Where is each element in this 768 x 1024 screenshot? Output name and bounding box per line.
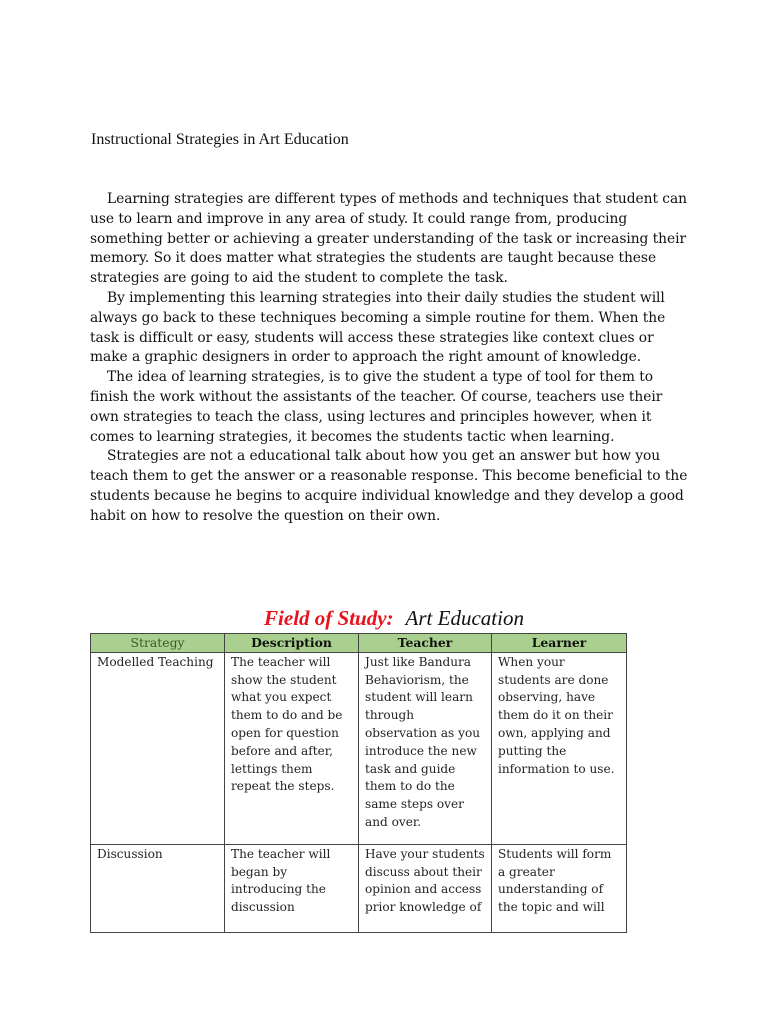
learner-cell: When your students are done observing, have them do it on their own, applying and putting the information to use. bbox=[492, 652, 627, 844]
paragraph-1: Learning strategies are different types of methods and techniques that student can use to learn and improve in any area of study. It could range from, producing something better or achieving a greater understanding of the task or increasing their memory. So it does matter what strategies the students are taught because these strategies are going to aid the student to complete the task. bbox=[90, 191, 687, 287]
paragraph-3: The idea of learning strategies, is to give the student a type of tool for them to finish the work without the assistants of the teacher. Of course, teachers use their own strategies to teach the class, using lectures and principles however, when it comes to learning strategies, it becomes the students tactic when learning. bbox=[90, 369, 663, 445]
document-title: Instructional Strategies in Art Education bbox=[91, 131, 349, 148]
column-header-strategy: Strategy bbox=[91, 634, 225, 653]
description-cell: The teacher will show the student what you expect them to do and be open for question before and after, lettings them repeat the steps. bbox=[225, 652, 359, 844]
field-of-study-value: Art Education bbox=[405, 606, 524, 630]
paragraph-4: Strategies are not a educational talk about how you get an answer but how you teach them to get the answer or a reasonable response. This become beneficial to the students because he begins to acquire individual knowledge and they develop a good habit on how to resolve the question on their own. bbox=[90, 448, 688, 524]
strategy-cell: Modelled Teaching bbox=[91, 652, 225, 844]
field-of-study-label: Field of Study: bbox=[264, 606, 394, 630]
strategy-cell: Discussion bbox=[91, 844, 225, 932]
paragraph-2: By implementing this learning strategies into their daily studies the student will always go back to these techniques becoming a simple routine for them. When the task is difficult or easy, students will access these strategies like context clues or make a graphic designers in order to approach the right amount of knowledge. bbox=[90, 289, 666, 366]
table-header-row bbox=[91, 634, 627, 653]
description-cell: The teacher will began by introducing the discussion bbox=[225, 844, 359, 932]
column-header-teacher: Teacher bbox=[359, 634, 492, 653]
field-of-study-heading bbox=[0, 606, 768, 631]
column-header-learner: Learner bbox=[492, 634, 627, 653]
strategy-table bbox=[90, 633, 627, 933]
document-body bbox=[90, 190, 690, 527]
learner-cell: Students will form a greater understanding of the topic and will bbox=[492, 844, 627, 932]
column-header-description: Description bbox=[225, 634, 359, 653]
teacher-cell: Have your students discuss about their opinion and access prior knowledge of bbox=[359, 844, 492, 932]
table-row bbox=[91, 652, 627, 844]
teacher-cell: Just like Bandura Behaviorism, the student will learn through observation as you introduce the new task and guide them to do the same steps over and over. bbox=[359, 652, 492, 844]
table-row bbox=[91, 844, 627, 932]
